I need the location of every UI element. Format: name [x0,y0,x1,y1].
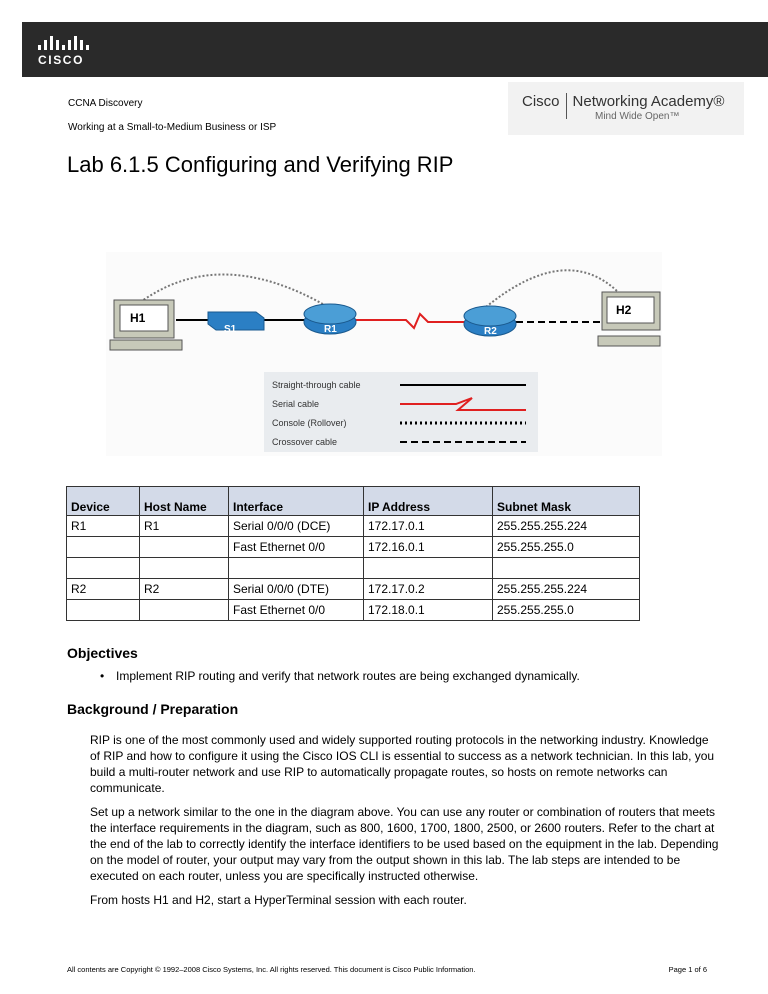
console-cable-r2-h2 [486,270,618,307]
cisco-wordmark: CISCO [38,53,85,67]
background-heading: Background / Preparation [67,701,239,717]
cisco-logo [38,34,88,68]
background-paragraph-1: RIP is one of the most commonly used and widely supported routing protocols in the networking industry. Knowledge of RIP and how to configure it using the Cisco IOS CLI is essential to success as a network technician. In this lab, you build a multi-router network and use RIP to automatically propagate routes, so hosts on remote networks can communicate. [90,733,715,795]
legend-crossover: Crossover cable [272,437,338,447]
copyright-text: All contents are Copyright © 1992–2008 Cisco Systems, Inc. All rights reserved. This document is Cisco Public Information. [67,965,476,974]
col-ip-address: IP Address [364,487,493,516]
top-banner [22,22,768,77]
academy-tagline: Mind Wide Open™ [595,111,680,122]
background-body [90,732,720,916]
page-footer [67,965,707,974]
page-title: Lab 6.1.5 Configuring and Verifying RIP [67,152,454,177]
cisco-bars-icon [38,34,88,50]
objectives-heading: Objectives [67,645,138,661]
device-label-h2: H2 [616,303,632,317]
networking-academy-logo [508,82,744,135]
table-row: Fast Ethernet 0/0 172.16.0.1 255.255.255.0 [67,537,640,558]
table-row [67,558,640,579]
col-interface: Interface [229,487,364,516]
course-subtitle: Working at a Small-to-Medium Business or ISP [68,122,277,133]
table-header-row [67,487,640,516]
device-label-r2: R2 [484,326,497,337]
bullet-icon: • [100,669,105,683]
pc-h2-icon [598,292,660,346]
cable-legend [264,372,538,452]
table-row: Fast Ethernet 0/0 172.18.0.1 255.255.255.0 [67,600,640,621]
device-label-h1: H1 [130,311,146,325]
academy-name-right: Networking Academy® [572,93,725,110]
serial-cable-r1-r2 [356,314,464,328]
table-row: R1 R1 Serial 0/0/0 (DCE) 172.17.0.1 255.255.255.224 [67,516,640,537]
page-number: Page 1 of 6 [668,965,707,974]
legend-straight-through: Straight-through cable [272,380,361,390]
pc-h1-icon [110,300,182,350]
device-label-r1: R1 [324,324,337,335]
col-device: Device [67,487,140,516]
device-label-s1: S1 [224,324,237,335]
col-subnet-mask: Subnet Mask [493,487,640,516]
course-title: CCNA Discovery [68,98,143,109]
legend-serial: Serial cable [272,399,320,409]
addressing-table [66,486,640,621]
academy-name-left: Cisco [522,93,560,110]
background-paragraph-3: From hosts H1 and H2, start a HyperTerminal session with each router. [90,893,467,907]
col-host-name: Host Name [140,487,229,516]
background-paragraph-2: Set up a network similar to the one in the diagram above. You can use any router or combination of routers that meets the interface requirements in the diagram, such as 800, 1600, 1700, 1800, 2500, or 2600 routers. Refer to the chart at the end of the lab to correctly identify the interface identifiers to be used based on the equipment in the lab. Depending on the model of router, your output may vary from the output shown in this lab. The lab steps are intended to be executed on each router, unless you are specifically instructed otherwise. [90,805,719,883]
topology-diagram [106,252,662,456]
objective-item: • Implement RIP routing and verify that network routes are being exchanged dynamically. [100,669,580,683]
table-row: R2 R2 Serial 0/0/0 (DTE) 172.17.0.2 255.255.255.224 [67,579,640,600]
course-info [68,97,276,145]
legend-console: Console (Rollover) [272,418,347,428]
